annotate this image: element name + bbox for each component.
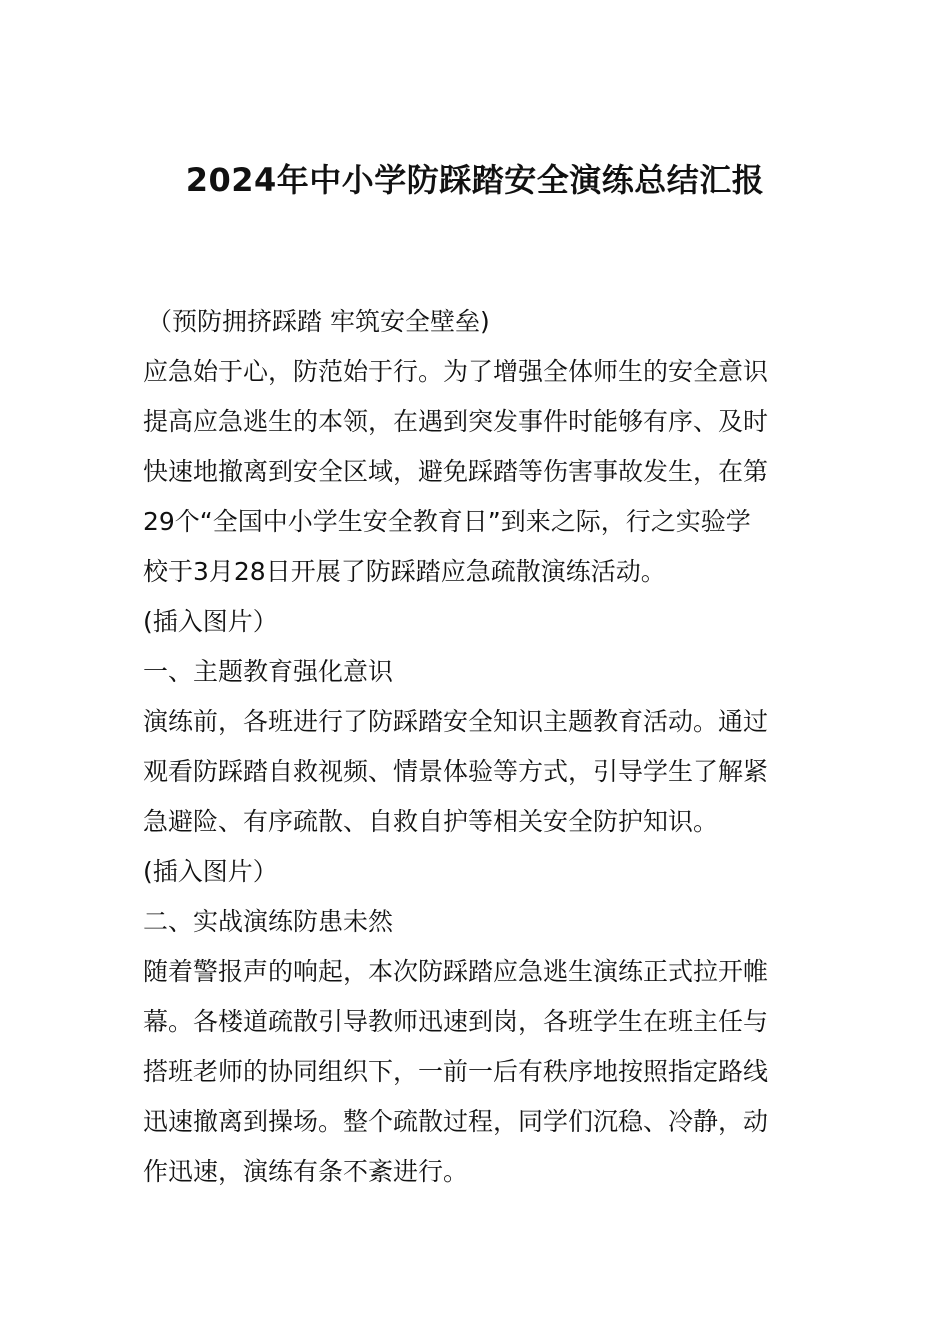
paragraph-line: 演练前，各班进行了防踩踏安全知识主题教育活动。通过	[143, 707, 769, 736]
image-placeholder-line: (插入图片）	[143, 857, 278, 886]
image-placeholder-line: (插入图片）	[143, 607, 278, 636]
paragraph-line: 急避险、有序疏散、自救自护等相关安全防护知识。	[143, 807, 719, 836]
paragraph-line: 29个“全国中小学生安全教育日”到来之际，行之实验学	[143, 507, 751, 536]
subtitle-line: （预防拥挤踩踏 牢筑安全壁垒)	[147, 307, 490, 336]
paragraph-line: 幕。各楼道疏散引导教师迅速到岗，各班学生在班主任与	[143, 1007, 769, 1036]
paragraph-line: 随着警报声的响起，本次防踩踏应急逃生演练正式拉开帷	[143, 957, 769, 986]
paragraph-line: 应急始于心，防范始于行。为了增强全体师生的安全意识	[143, 357, 769, 386]
section-heading: 二、实战演练防患未然	[143, 907, 394, 936]
paragraph-line: 迅速撤离到操场。整个疏散过程，同学们沉稳、冷静，动	[143, 1107, 769, 1136]
paragraph-line: 观看防踩踏自救视频、情景体验等方式，引导学生了解紧	[143, 757, 769, 786]
section-heading: 一、主题教育强化意识	[143, 657, 394, 686]
paragraph-line: 作迅速，演练有条不紊进行。	[143, 1157, 469, 1186]
paragraph-line: 快速地撤离到安全区域，避免踩踏等伤害事故发生，在第	[143, 457, 769, 486]
paragraph-line: 校于3月28日开展了防踩踏应急疏散演练活动。	[143, 557, 666, 586]
paragraph-line: 提高应急逃生的本领，在遇到突发事件时能够有序、及时	[143, 407, 769, 436]
paragraph-line: 搭班老师的协同组织下，一前一后有秩序地按照指定路线	[143, 1057, 769, 1086]
document-body	[143, 297, 823, 1197]
document-title: 2024年中小学防踩踏安全演练总结汇报	[185, 161, 765, 199]
